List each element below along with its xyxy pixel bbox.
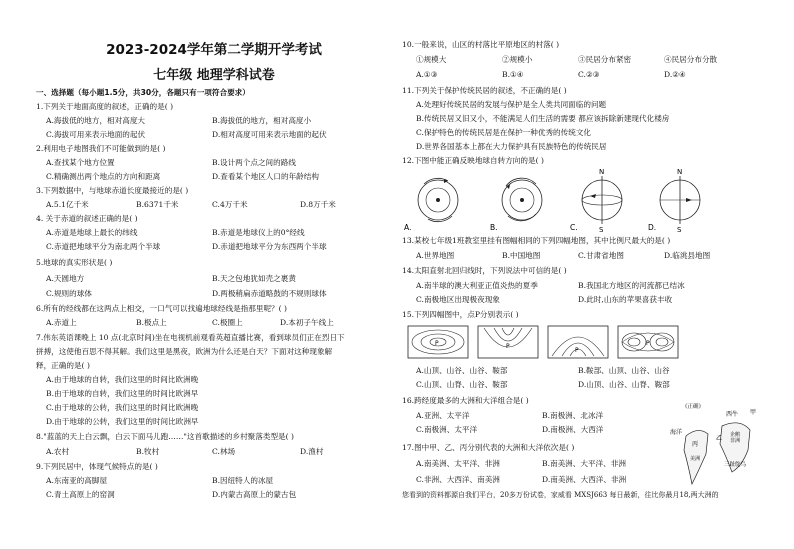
section-heading: 一、选择题（每小题1.5分，共30分，各题只有一项符合要求） bbox=[36, 88, 250, 97]
question-12-stem: 12.下图中能正确反映地球自转方向的是( ) bbox=[402, 156, 544, 165]
question-7-line-1: 7.伟东英语课晚上 10 点(北京时间)坐在电视机前观看英超直播比赛，看到球员们正在烈日下 bbox=[36, 333, 345, 342]
figure-c[interactable] bbox=[570, 168, 622, 234]
question-14-stem: 14.太阳直射北回归线时，下列说法中可信的是( ) bbox=[402, 266, 567, 275]
q14-option-c[interactable]: C.南极地区出现极夜现象 bbox=[416, 295, 500, 304]
q1-option-b[interactable]: B.海拔低的地方，相对高度小 bbox=[212, 116, 312, 125]
q9-option-d[interactable]: D.内蒙古高原上的蒙古包 bbox=[212, 490, 297, 499]
q15-option-d[interactable]: D.山顶、山谷、山脊、鞍部 bbox=[578, 380, 670, 389]
question-3-stem: 3.下列数据中，与地球赤道长度最接近的是( ) bbox=[36, 186, 189, 195]
q11-option-d[interactable]: D.世界各国基本上都在大力保护具有民族特色的传统民居 bbox=[416, 142, 607, 151]
q11-option-c[interactable]: C.保护特色的传统民居是在保护一种优秀的传统文化 bbox=[416, 128, 592, 137]
q4-option-d[interactable]: D.赤道把地球平分为东西两个半球 bbox=[212, 242, 327, 251]
contour-1-point: P bbox=[435, 340, 439, 347]
q16-option-a[interactable]: A.亚洲、太平洋 bbox=[416, 411, 470, 420]
page-footer: 您看到的资料都源自我们平台，20多万份试卷，家威看 MXSJ663 每日最新，往比你最月18,两大洲的 bbox=[402, 491, 719, 499]
q6-option-a[interactable]: A.赤道上 bbox=[46, 318, 77, 327]
q10-item-4: ④民居分布分散 bbox=[664, 55, 718, 64]
q9-option-c[interactable]: C.青土高原上的窑洞 bbox=[46, 490, 115, 499]
q8-option-c[interactable]: C.林场 bbox=[212, 447, 236, 456]
q13-option-c[interactable]: C.甘肃省地图 bbox=[578, 251, 624, 260]
contour-figures bbox=[402, 322, 764, 362]
figure-a[interactable] bbox=[404, 178, 458, 232]
map-label-xiniu: 西牛 bbox=[726, 411, 739, 418]
contour-figure-1 bbox=[408, 326, 468, 358]
q3-option-a[interactable]: A.5.1亿千米 bbox=[46, 200, 89, 209]
q10-item-3: ③民居分布紧密 bbox=[578, 55, 632, 64]
q9-option-a[interactable]: A.东南亚的高脚屋 bbox=[46, 476, 108, 485]
q5-option-d[interactable]: D.两极稍扁赤道略鼓的不规则球体 bbox=[212, 289, 327, 298]
map-label-penguin: 企鹅 bbox=[730, 432, 741, 438]
question-6-stem: 6.所有的经线都在这两点上相交，一口气可以找遍地球经线是指那里呢？( ) bbox=[36, 304, 287, 313]
q11-option-a[interactable]: A.处理好传统民居的发展与保护是全人类共同面临的问题 bbox=[416, 100, 607, 109]
question-11-stem: 11.下列关于保护传统民居的叙述，不正确的是( ) bbox=[402, 86, 567, 95]
q5-option-c[interactable]: C.规则的球体 bbox=[46, 289, 92, 298]
page-title: 2023-2024学年第二学期开学考试 bbox=[106, 42, 322, 58]
q7-option-b[interactable]: B.由于地球的自转，我们这里的时间比欧洲早 bbox=[46, 389, 199, 398]
q17-option-c[interactable]: C.非洲、大西洋、南美洲 bbox=[416, 475, 500, 484]
question-5-stem: 5.地球的真实形状是( ) bbox=[36, 258, 113, 267]
q5-option-a[interactable]: A.天圆地方 bbox=[46, 274, 85, 283]
question-7-line-2: 拼搏，这使他百思不得其解。我们这里是黑夜，欧洲为什么还是白天？下面对这种现象解 bbox=[36, 347, 333, 356]
q13-option-b[interactable]: B.中国地图 bbox=[502, 251, 541, 260]
q7-option-d[interactable]: D.由于地球的公转，我们这里的时间比欧洲早 bbox=[46, 417, 199, 426]
q14-option-b[interactable]: B.我国北方地区的河流都已结冰 bbox=[578, 281, 685, 290]
question-17-stem: 17.图中甲、乙、丙分别代表的大洲和大洋依次是( ) bbox=[402, 443, 575, 452]
q3-option-b[interactable]: B.6371千米 bbox=[136, 200, 179, 209]
q2-option-c[interactable]: C.精确测出两个地点的方向和距离 bbox=[46, 172, 161, 181]
q4-option-b[interactable]: B.赤道是地球仪上的0°经线 bbox=[212, 228, 305, 237]
contour-3-point: P bbox=[575, 347, 579, 354]
question-16-stem: 16.跨经度最多的大洲和大洋组合是( ) bbox=[402, 396, 529, 405]
q15-option-b[interactable]: B.鞍部、山顶、山谷、山谷 bbox=[578, 366, 670, 375]
q8-option-d[interactable]: D.渔村 bbox=[300, 447, 324, 456]
figure-a-label: A. bbox=[404, 223, 412, 232]
map-label-yi: 乙 bbox=[716, 435, 723, 442]
q2-option-b[interactable]: B.设计两个点之间的路线 bbox=[212, 158, 296, 167]
earth-rotation-figures bbox=[402, 168, 764, 236]
q6-option-d[interactable]: D.本初子午线上 bbox=[280, 318, 334, 327]
figure-b-label: B. bbox=[490, 223, 498, 232]
q6-option-b[interactable]: B.极点上 bbox=[136, 318, 167, 327]
figure-d-north: N bbox=[677, 168, 683, 176]
map-label-bing: 丙 bbox=[692, 441, 699, 448]
q3-option-c[interactable]: C.4万千米 bbox=[212, 200, 248, 209]
figure-c-south: S bbox=[599, 226, 604, 234]
q16-option-c[interactable]: C.南极洲、太平洋 bbox=[416, 425, 478, 434]
q2-option-a[interactable]: A.查找某个地方位置 bbox=[46, 158, 115, 167]
q17-option-b[interactable]: B.南美洲、大平洋、非洲 bbox=[542, 459, 626, 468]
figure-c-north: N bbox=[599, 168, 605, 176]
question-8-stem: 8."蓝蓝的天上白云飘，白云下面马儿跑……"这首歌描述的乡村聚落类型是( ) bbox=[36, 432, 294, 441]
q11-option-b[interactable]: B.传统民居又旧又小，不能满足人们生活的需要 都应该拆除新建现代化楼房 bbox=[416, 114, 670, 123]
q10-option-d[interactable]: D.②④ bbox=[664, 70, 686, 79]
question-9-stem: 9.下列民居中，体现气候特点的是( ) bbox=[36, 462, 158, 471]
contour-figure-2 bbox=[478, 326, 538, 358]
map-label-jia: 甲 bbox=[750, 409, 757, 416]
q13-option-d[interactable]: D.临洮县地图 bbox=[664, 251, 711, 260]
map-label-correct: 《正确》 bbox=[682, 404, 705, 410]
q15-option-c[interactable]: C.山顶、山脊、山谷、鞍部 bbox=[416, 380, 508, 389]
q10-item-2: ②规模小 bbox=[502, 55, 533, 64]
map-label-africa: 非洲 bbox=[730, 438, 741, 444]
q1-option-a[interactable]: A.海拔低的地方，相对高度大 bbox=[46, 116, 146, 125]
q2-option-d[interactable]: D.查看某个地区人口的年龄结构 bbox=[212, 172, 319, 181]
q10-option-b[interactable]: B.①④ bbox=[502, 70, 524, 79]
contour-4-point: P bbox=[646, 340, 650, 347]
page-subtitle: 七年级 地理学科试卷 bbox=[153, 68, 275, 83]
q16-option-d[interactable]: D.南极洲、大西洋 bbox=[542, 425, 604, 434]
q4-option-c[interactable]: C.赤道把地球平分为南北两个半球 bbox=[46, 242, 161, 251]
question-15-stem: 15.下列四幅图中，点P分别表示( ) bbox=[402, 310, 519, 319]
q8-option-b[interactable]: B.牧村 bbox=[136, 447, 160, 456]
figure-d[interactable] bbox=[648, 168, 700, 234]
q6-option-c[interactable]: C.极圈上 bbox=[212, 318, 243, 327]
q16-option-b[interactable]: B.南极洲、北冰洋 bbox=[542, 411, 604, 420]
figure-d-south: S bbox=[677, 226, 682, 234]
figure-c-label: C. bbox=[570, 223, 578, 232]
q7-option-a[interactable]: A.由于地球的自转，我们这里的时间比欧洲晚 bbox=[46, 375, 199, 384]
q3-option-d[interactable]: D.8万千米 bbox=[300, 200, 336, 209]
q8-option-a[interactable]: A.农村 bbox=[46, 447, 70, 456]
continent-map bbox=[668, 400, 764, 492]
map-label-america: 美洲 bbox=[690, 456, 701, 462]
q17-option-d[interactable]: D.南美洲、大西洋、非洲 bbox=[542, 475, 627, 484]
q14-option-d[interactable]: D.此时,山东的苹果喜获丰收 bbox=[578, 295, 673, 304]
q10-item-1: ①规模大 bbox=[416, 55, 447, 64]
figure-d-label: D. bbox=[648, 223, 657, 232]
q15-option-a[interactable]: A.山顶、山谷、山谷、鞍部 bbox=[416, 366, 508, 375]
question-7-line-3: 释，正确的是( ) bbox=[36, 361, 90, 370]
contour-2-point: P bbox=[506, 343, 510, 350]
map-label-ostrich: 三趾鸵鸟 bbox=[724, 462, 747, 468]
contour-figure-4 bbox=[618, 326, 678, 358]
figure-b[interactable] bbox=[490, 178, 542, 232]
question-13-stem: 13.某校七年级1班教室里挂有图幅相同的下列四幅地图，其中比例尺最大的是( ) bbox=[402, 236, 671, 245]
contour-figure-3 bbox=[548, 326, 608, 358]
q10-option-a[interactable]: A.①③ bbox=[416, 70, 438, 79]
q4-option-a[interactable]: A.赤道是地球上最长的纬线 bbox=[46, 228, 138, 237]
q10-option-c[interactable]: C.②③ bbox=[578, 70, 600, 79]
map-label-haiyang: 海洋 bbox=[670, 429, 683, 436]
q14-option-a[interactable]: A.南半球的澳大利亚正值炎热的夏季 bbox=[416, 281, 538, 290]
q13-option-a[interactable]: A.世界地图 bbox=[416, 251, 455, 260]
q9-option-b[interactable]: B.因纽特人的冰屋 bbox=[212, 476, 274, 485]
q1-option-d[interactable]: D.相对高度可用来表示地面的起伏 bbox=[212, 130, 327, 139]
q17-option-a[interactable]: A.南美洲、太平洋、非洲 bbox=[416, 459, 500, 468]
q7-option-c[interactable]: C.由于地球的公转，我们这里的时间比欧洲晚 bbox=[46, 403, 199, 412]
question-2-stem: 2.利用电子地图我们不可能做到的是( ) bbox=[36, 144, 166, 153]
question-4-stem: 4. 关于赤道的叙述正确的是( ) bbox=[36, 214, 138, 223]
question-1-stem: 1.下列关于地面高度的叙述，正确的是( ) bbox=[36, 102, 174, 111]
question-10-stem: 10.一般来说，山区的村落比平原地区的村落( ) bbox=[402, 40, 560, 49]
q1-option-c[interactable]: C.海拔可用来表示地面的起伏 bbox=[46, 130, 146, 139]
q5-option-b[interactable]: B.天之包地犹如壳之裹黄 bbox=[212, 274, 296, 283]
